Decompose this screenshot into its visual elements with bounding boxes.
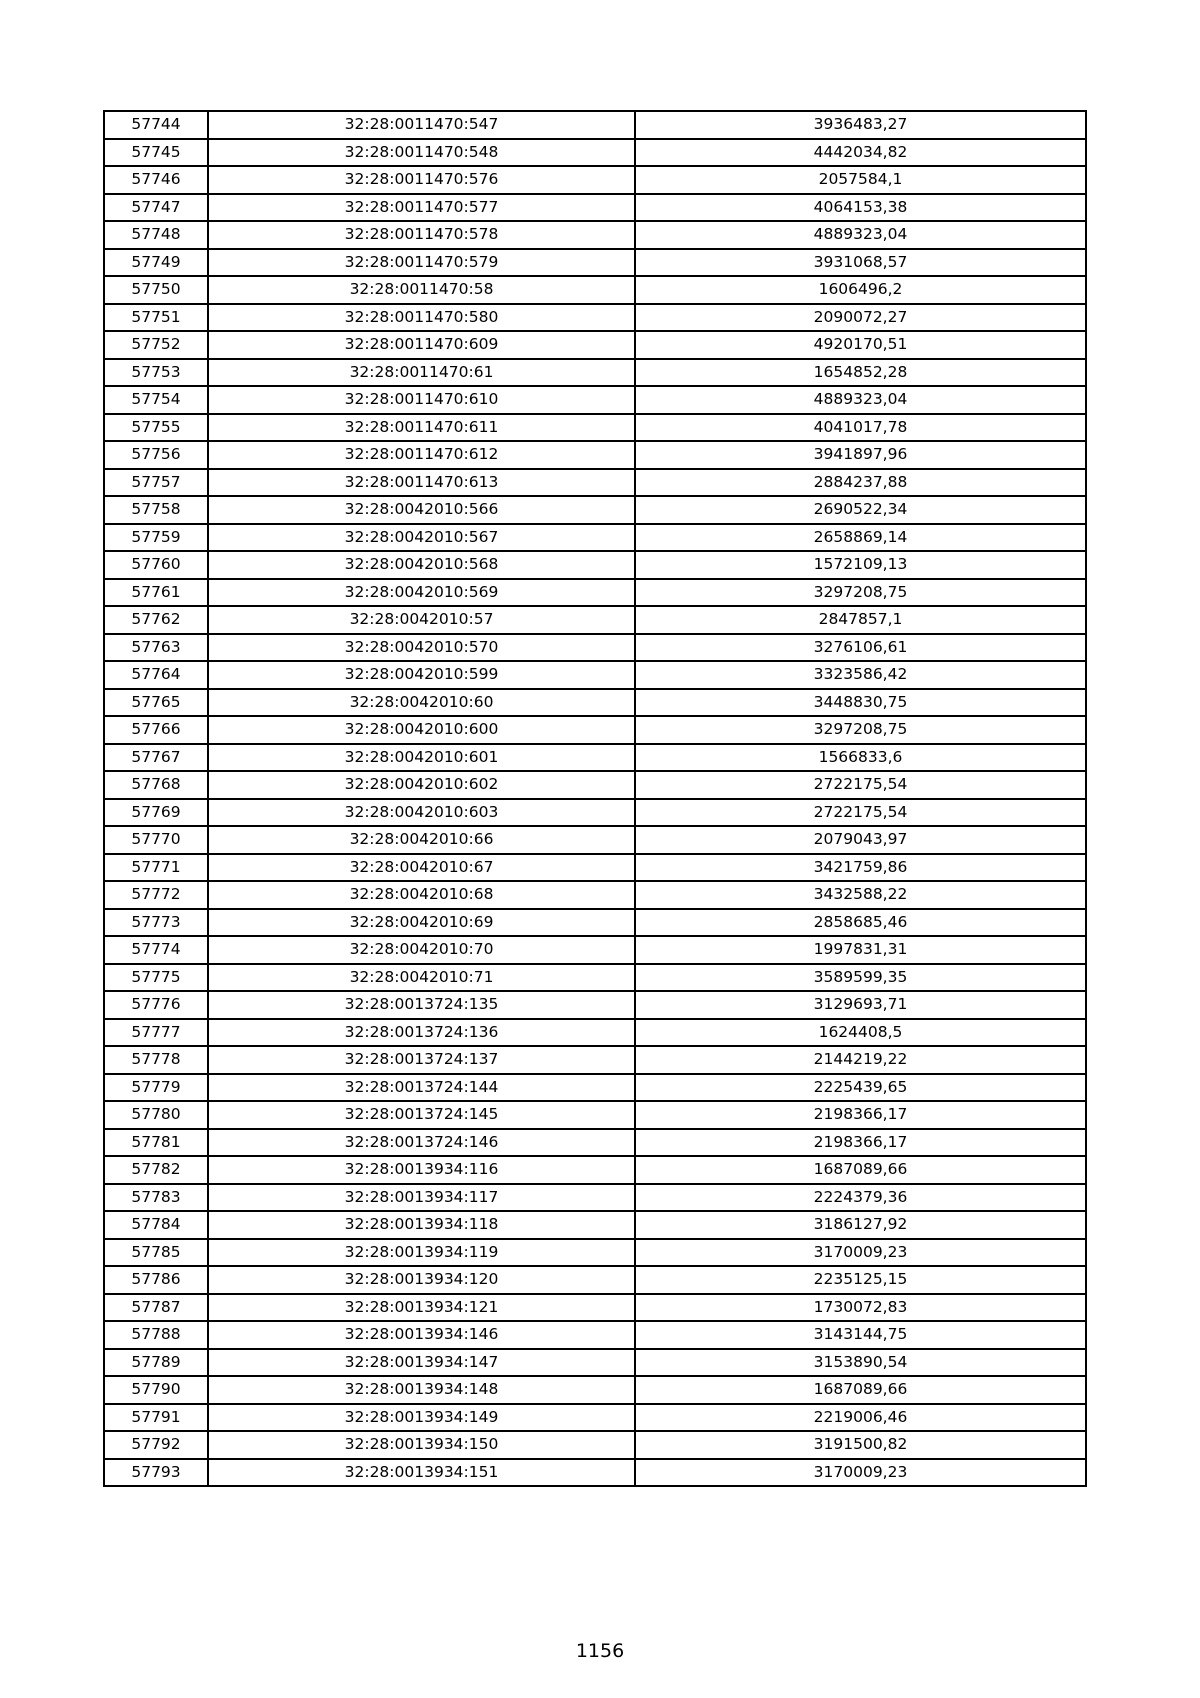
value-cell: 3323586,42 <box>635 661 1086 689</box>
row-number-cell: 57766 <box>104 716 208 744</box>
value-cell: 4920170,51 <box>635 331 1086 359</box>
value-cell: 3170009,23 <box>635 1459 1086 1487</box>
row-number-cell: 57745 <box>104 139 208 167</box>
cadastral-number-cell: 32:28:0011470:577 <box>208 194 635 222</box>
cadastral-number-cell: 32:28:0013934:147 <box>208 1349 635 1377</box>
table-row <box>104 1074 1086 1102</box>
value-cell: 4889323,04 <box>635 221 1086 249</box>
value-cell: 2858685,46 <box>635 909 1086 937</box>
value-cell: 4064153,38 <box>635 194 1086 222</box>
table-row <box>104 441 1086 469</box>
table-row <box>104 276 1086 304</box>
row-number-cell: 57752 <box>104 331 208 359</box>
value-cell: 3297208,75 <box>635 716 1086 744</box>
value-cell: 4442034,82 <box>635 139 1086 167</box>
table-row <box>104 386 1086 414</box>
cadastral-number-cell: 32:28:0042010:69 <box>208 909 635 937</box>
cadastral-number-cell: 32:28:0042010:568 <box>208 551 635 579</box>
value-cell: 3297208,75 <box>635 579 1086 607</box>
row-number-cell: 57750 <box>104 276 208 304</box>
value-cell: 1687089,66 <box>635 1156 1086 1184</box>
cadastral-number-cell: 32:28:0011470:610 <box>208 386 635 414</box>
table-row <box>104 1376 1086 1404</box>
cadastral-number-cell: 32:28:0042010:60 <box>208 689 635 717</box>
cadastral-number-cell: 32:28:0013724:144 <box>208 1074 635 1102</box>
table-row <box>104 826 1086 854</box>
row-number-cell: 57767 <box>104 744 208 772</box>
cadastral-number-cell: 32:28:0013724:135 <box>208 991 635 1019</box>
row-number-cell: 57775 <box>104 964 208 992</box>
table-row <box>104 1266 1086 1294</box>
row-number-cell: 57760 <box>104 551 208 579</box>
table-row <box>104 1184 1086 1212</box>
value-cell: 2090072,27 <box>635 304 1086 332</box>
row-number-cell: 57759 <box>104 524 208 552</box>
row-number-cell: 57785 <box>104 1239 208 1267</box>
cadastral-number-cell: 32:28:0042010:599 <box>208 661 635 689</box>
table-row <box>104 359 1086 387</box>
table-row <box>104 1321 1086 1349</box>
value-cell: 2057584,1 <box>635 166 1086 194</box>
table-row <box>104 1046 1086 1074</box>
table-row <box>104 1211 1086 1239</box>
value-cell: 2144219,22 <box>635 1046 1086 1074</box>
cadastral-number-cell: 32:28:0011470:611 <box>208 414 635 442</box>
cadastral-number-cell: 32:28:0011470:58 <box>208 276 635 304</box>
table-row <box>104 1349 1086 1377</box>
cadastral-number-cell: 32:28:0042010:600 <box>208 716 635 744</box>
row-number-cell: 57787 <box>104 1294 208 1322</box>
cadastral-number-cell: 32:28:0013724:136 <box>208 1019 635 1047</box>
row-number-cell: 57770 <box>104 826 208 854</box>
cadastral-number-cell: 32:28:0011470:61 <box>208 359 635 387</box>
table-row <box>104 771 1086 799</box>
row-number-cell: 57765 <box>104 689 208 717</box>
row-number-cell: 57776 <box>104 991 208 1019</box>
row-number-cell: 57773 <box>104 909 208 937</box>
table-row <box>104 166 1086 194</box>
cadastral-number-cell: 32:28:0011470:578 <box>208 221 635 249</box>
value-cell: 1730072,83 <box>635 1294 1086 1322</box>
value-cell: 4041017,78 <box>635 414 1086 442</box>
table-row <box>104 414 1086 442</box>
value-cell: 2884237,88 <box>635 469 1086 497</box>
value-cell: 3191500,82 <box>635 1431 1086 1459</box>
value-cell: 2079043,97 <box>635 826 1086 854</box>
cadastral-number-cell: 32:28:0013724:146 <box>208 1129 635 1157</box>
row-number-cell: 57784 <box>104 1211 208 1239</box>
row-number-cell: 57777 <box>104 1019 208 1047</box>
cadastral-number-cell: 32:28:0013934:120 <box>208 1266 635 1294</box>
row-number-cell: 57786 <box>104 1266 208 1294</box>
table-row <box>104 1294 1086 1322</box>
value-cell: 3143144,75 <box>635 1321 1086 1349</box>
cadastral-number-cell: 32:28:0013724:137 <box>208 1046 635 1074</box>
table-row <box>104 1129 1086 1157</box>
value-cell: 3931068,57 <box>635 249 1086 277</box>
cadastral-number-cell: 32:28:0011470:548 <box>208 139 635 167</box>
value-cell: 2224379,36 <box>635 1184 1086 1212</box>
cadastral-number-cell: 32:28:0042010:57 <box>208 606 635 634</box>
row-number-cell: 57772 <box>104 881 208 909</box>
table-row <box>104 331 1086 359</box>
value-cell: 3129693,71 <box>635 991 1086 1019</box>
row-number-cell: 57779 <box>104 1074 208 1102</box>
table-row <box>104 936 1086 964</box>
table-row <box>104 111 1086 139</box>
value-cell: 1997831,31 <box>635 936 1086 964</box>
cadastral-number-cell: 32:28:0013934:151 <box>208 1459 635 1487</box>
value-cell: 2235125,15 <box>635 1266 1086 1294</box>
value-cell: 1566833,6 <box>635 744 1086 772</box>
row-number-cell: 57747 <box>104 194 208 222</box>
row-number-cell: 57761 <box>104 579 208 607</box>
value-cell: 2198366,17 <box>635 1101 1086 1129</box>
value-cell: 1687089,66 <box>635 1376 1086 1404</box>
cadastral-number-cell: 32:28:0042010:71 <box>208 964 635 992</box>
table-row <box>104 661 1086 689</box>
row-number-cell: 57744 <box>104 111 208 139</box>
cadastral-number-cell: 32:28:0042010:67 <box>208 854 635 882</box>
row-number-cell: 57749 <box>104 249 208 277</box>
cadastral-number-cell: 32:28:0042010:603 <box>208 799 635 827</box>
table-row <box>104 1239 1086 1267</box>
cadastral-number-cell: 32:28:0011470:579 <box>208 249 635 277</box>
row-number-cell: 57764 <box>104 661 208 689</box>
table-row <box>104 1404 1086 1432</box>
value-cell: 1572109,13 <box>635 551 1086 579</box>
value-cell: 2658869,14 <box>635 524 1086 552</box>
cadastral-number-cell: 32:28:0042010:567 <box>208 524 635 552</box>
row-number-cell: 57751 <box>104 304 208 332</box>
value-cell: 3153890,54 <box>635 1349 1086 1377</box>
value-cell: 3186127,92 <box>635 1211 1086 1239</box>
table-row <box>104 634 1086 662</box>
cadastral-number-cell: 32:28:0013934:146 <box>208 1321 635 1349</box>
table-row <box>104 689 1086 717</box>
row-number-cell: 57792 <box>104 1431 208 1459</box>
table-row <box>104 221 1086 249</box>
table-row <box>104 1156 1086 1184</box>
cadastral-number-cell: 32:28:0013934:119 <box>208 1239 635 1267</box>
table-row <box>104 1459 1086 1487</box>
value-cell: 2690522,34 <box>635 496 1086 524</box>
table-row <box>104 799 1086 827</box>
table-row <box>104 304 1086 332</box>
table-body <box>104 111 1086 1486</box>
row-number-cell: 57771 <box>104 854 208 882</box>
value-cell: 2722175,54 <box>635 771 1086 799</box>
value-cell: 3936483,27 <box>635 111 1086 139</box>
row-number-cell: 57783 <box>104 1184 208 1212</box>
cadastral-number-cell: 32:28:0013934:121 <box>208 1294 635 1322</box>
cadastral-number-cell: 32:28:0011470:613 <box>208 469 635 497</box>
table-row <box>104 1431 1086 1459</box>
table-row <box>104 964 1086 992</box>
row-number-cell: 57757 <box>104 469 208 497</box>
row-number-cell: 57754 <box>104 386 208 414</box>
row-number-cell: 57753 <box>104 359 208 387</box>
value-cell: 2225439,65 <box>635 1074 1086 1102</box>
value-cell: 3421759,86 <box>635 854 1086 882</box>
table-row <box>104 991 1086 1019</box>
value-cell: 1654852,28 <box>635 359 1086 387</box>
row-number-cell: 57789 <box>104 1349 208 1377</box>
cadastral-number-cell: 32:28:0042010:601 <box>208 744 635 772</box>
value-cell: 3170009,23 <box>635 1239 1086 1267</box>
row-number-cell: 57769 <box>104 799 208 827</box>
value-cell: 1606496,2 <box>635 276 1086 304</box>
cadastral-number-cell: 32:28:0013724:145 <box>208 1101 635 1129</box>
table-row <box>104 909 1086 937</box>
value-cell: 2219006,46 <box>635 1404 1086 1432</box>
row-number-cell: 57782 <box>104 1156 208 1184</box>
row-number-cell: 57790 <box>104 1376 208 1404</box>
cadastral-number-cell: 32:28:0013934:150 <box>208 1431 635 1459</box>
table-row <box>104 1019 1086 1047</box>
row-number-cell: 57768 <box>104 771 208 799</box>
table-row <box>104 854 1086 882</box>
page-number: 1156 <box>575 1640 625 1662</box>
table-row <box>104 579 1086 607</box>
table-row <box>104 606 1086 634</box>
cadastral-number-cell: 32:28:0011470:612 <box>208 441 635 469</box>
cadastral-number-cell: 32:28:0042010:66 <box>208 826 635 854</box>
cadastral-number-cell: 32:28:0042010:68 <box>208 881 635 909</box>
cadastral-number-cell: 32:28:0011470:609 <box>208 331 635 359</box>
row-number-cell: 57762 <box>104 606 208 634</box>
value-cell: 3941897,96 <box>635 441 1086 469</box>
cadastral-number-cell: 32:28:0013934:116 <box>208 1156 635 1184</box>
table-row <box>104 716 1086 744</box>
cadastral-number-cell: 32:28:0013934:117 <box>208 1184 635 1212</box>
table-row <box>104 249 1086 277</box>
row-number-cell: 57755 <box>104 414 208 442</box>
value-cell: 2722175,54 <box>635 799 1086 827</box>
table-row <box>104 139 1086 167</box>
row-number-cell: 57781 <box>104 1129 208 1157</box>
value-cell: 1624408,5 <box>635 1019 1086 1047</box>
table-row <box>104 524 1086 552</box>
cadastral-number-cell: 32:28:0013934:118 <box>208 1211 635 1239</box>
table-row <box>104 194 1086 222</box>
cadastral-number-cell: 32:28:0011470:547 <box>208 111 635 139</box>
row-number-cell: 57793 <box>104 1459 208 1487</box>
value-cell: 3432588,22 <box>635 881 1086 909</box>
row-number-cell: 57791 <box>104 1404 208 1432</box>
cadastral-number-cell: 32:28:0042010:570 <box>208 634 635 662</box>
cadastral-number-cell: 32:28:0042010:569 <box>208 579 635 607</box>
cadastral-number-cell: 32:28:0042010:566 <box>208 496 635 524</box>
row-number-cell: 57763 <box>104 634 208 662</box>
cadastral-table <box>103 110 1087 1487</box>
row-number-cell: 57746 <box>104 166 208 194</box>
value-cell: 3276106,61 <box>635 634 1086 662</box>
table-row <box>104 1101 1086 1129</box>
value-cell: 2847857,1 <box>635 606 1086 634</box>
cadastral-number-cell: 32:28:0011470:580 <box>208 304 635 332</box>
value-cell: 4889323,04 <box>635 386 1086 414</box>
cadastral-number-cell: 32:28:0013934:149 <box>208 1404 635 1432</box>
table-row <box>104 744 1086 772</box>
cadastral-number-cell: 32:28:0013934:148 <box>208 1376 635 1404</box>
row-number-cell: 57774 <box>104 936 208 964</box>
row-number-cell: 57756 <box>104 441 208 469</box>
value-cell: 3589599,35 <box>635 964 1086 992</box>
cadastral-number-cell: 32:28:0011470:576 <box>208 166 635 194</box>
table-row <box>104 881 1086 909</box>
cadastral-number-cell: 32:28:0042010:70 <box>208 936 635 964</box>
row-number-cell: 57780 <box>104 1101 208 1129</box>
row-number-cell: 57788 <box>104 1321 208 1349</box>
row-number-cell: 57748 <box>104 221 208 249</box>
cadastral-number-cell: 32:28:0042010:602 <box>208 771 635 799</box>
value-cell: 3448830,75 <box>635 689 1086 717</box>
table-row <box>104 469 1086 497</box>
row-number-cell: 57758 <box>104 496 208 524</box>
value-cell: 2198366,17 <box>635 1129 1086 1157</box>
row-number-cell: 57778 <box>104 1046 208 1074</box>
table-row <box>104 496 1086 524</box>
table-row <box>104 551 1086 579</box>
